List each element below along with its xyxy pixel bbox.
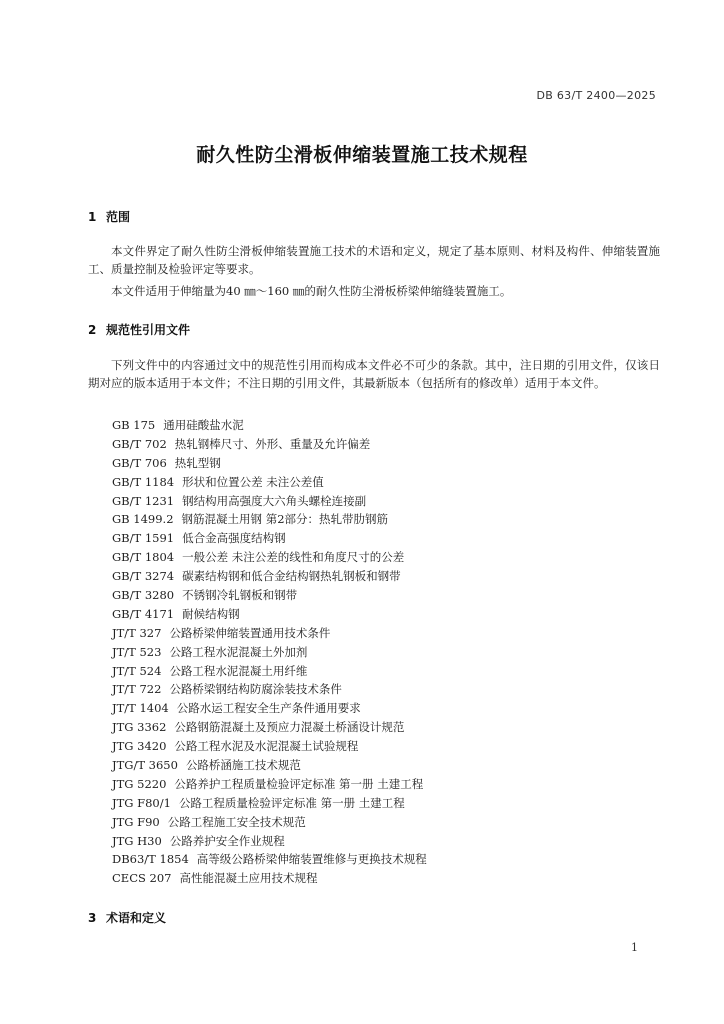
reference-item	[112, 832, 427, 851]
reference-code: GB/T 3274	[112, 569, 175, 584]
reference-code: GB 175	[112, 418, 156, 432]
reference-code: GB/T 1591	[112, 531, 175, 546]
section-1-heading	[88, 208, 130, 225]
reference-item	[112, 850, 427, 869]
reference-code: JTG/T 3650	[112, 758, 178, 773]
reference-title: 公路水运工程安全生产条件通用要求	[176, 701, 361, 716]
section-title: 规范性引用文件	[106, 323, 191, 337]
section-title: 术语和定义	[106, 911, 167, 925]
reference-item	[112, 435, 427, 454]
reference-code: JTG H30	[112, 833, 162, 848]
reference-title: 公路桥梁伸缩装置通用技术条件	[169, 625, 331, 640]
page-number: 1	[631, 941, 638, 954]
reference-code: GB/T 706	[112, 455, 167, 470]
reference-code: GB/T 1804	[112, 550, 175, 565]
reference-code: CECS 207	[112, 871, 172, 886]
reference-code: JT/T 524	[112, 663, 162, 678]
reference-code: JTG 3362	[112, 720, 167, 735]
reference-title: 一般公差 未注公差的线性和角度尺寸的公差	[182, 550, 405, 565]
reference-code: JT/T 523	[112, 644, 162, 659]
reference-title: 公路工程质量检验评定标准 第一册 土建工程	[178, 795, 405, 810]
reference-item	[112, 529, 427, 548]
reference-title: 钢结构用高强度大六角头螺栓连接副	[182, 493, 367, 508]
document-title: 耐久性防尘滑板伸缩装置施工技术规程	[196, 144, 528, 166]
reference-item	[112, 699, 427, 718]
reference-title: 热轧钢棒尺寸、外形、重量及允许偏差	[174, 436, 371, 451]
reference-item	[112, 775, 427, 794]
reference-code: GB/T 1231	[112, 493, 175, 508]
reference-title: 形状和位置公差 未注公差值	[182, 474, 324, 489]
reference-title: 钢筋混凝土用钢 第2部分：热轧带肋钢筋	[181, 512, 389, 527]
reference-title: 公路工程水泥混凝土用纤维	[169, 663, 308, 678]
standard-code: DB 63/T 2400—2025	[536, 89, 656, 102]
reference-item	[112, 605, 427, 624]
reference-title: 低合金高强度结构钢	[182, 531, 286, 546]
reference-item	[112, 492, 427, 511]
reference-item	[112, 662, 427, 681]
section-number: 1	[88, 210, 97, 224]
reference-title: 公路桥梁钢结构防腐涂装技术条件	[169, 682, 342, 697]
reference-code: GB/T 3280	[112, 588, 175, 603]
reference-code: DB63/T 1854	[112, 852, 189, 867]
reference-item	[112, 680, 427, 699]
reference-item	[112, 548, 427, 567]
reference-title: 公路养护安全作业规程	[169, 833, 285, 848]
reference-list	[112, 416, 427, 888]
scope-paragraph-1: 本文件界定了耐久性防尘滑板伸缩装置施工技术的术语和定义，规定了基本原则、材料及构件、伸缩装置施工、质量控制及检验评定等要求。	[88, 244, 660, 276]
reference-item	[112, 510, 427, 529]
reference-title: 公路桥涵施工技术规范	[185, 758, 301, 773]
reference-title: 通用硅酸盐水泥	[163, 418, 244, 432]
reference-code: GB/T 702	[112, 436, 167, 451]
reference-item	[112, 718, 427, 737]
reference-code: JT/T 722	[112, 682, 162, 697]
section-3-heading	[88, 909, 166, 926]
section-title: 范围	[106, 210, 131, 224]
reference-title: 热轧型钢	[174, 455, 221, 470]
reference-title: 公路钢筋混凝土及预应力混凝土桥涵设计规范	[174, 720, 405, 735]
reference-item	[112, 586, 427, 605]
reference-title: 高性能混凝土应用技术规程	[179, 871, 318, 886]
reference-title: 公路工程水泥混凝土外加剂	[169, 644, 308, 659]
reference-code: GB 1499.2	[112, 512, 174, 527]
reference-item	[112, 643, 427, 662]
reference-title: 公路工程水泥及水泥混凝土试验规程	[174, 739, 359, 754]
reference-item	[112, 813, 427, 832]
reference-code: JTG F90	[112, 814, 160, 829]
reference-item	[112, 624, 427, 643]
reference-code: GB/T 1184	[112, 474, 175, 489]
reference-title: 公路工程施工安全技术规范	[167, 814, 306, 829]
reference-item	[112, 454, 427, 473]
reference-code: JTG F80/1	[112, 795, 171, 810]
section-number: 2	[88, 323, 97, 337]
reference-item	[112, 869, 427, 888]
reference-item	[112, 756, 427, 775]
section-number: 3	[88, 911, 97, 925]
reference-item	[112, 794, 427, 813]
reference-code: JT/T 327	[112, 625, 162, 640]
normative-references-intro: 下列文件中的内容通过文中的规范性引用而构成本文件必不可少的条款。其中，注日期的引用文件，仅该日期对应的版本适用于本文件；不注日期的引用文件，其最新版本（包括所有的修改单）适用于本文件。	[88, 358, 660, 390]
reference-code: JTG 5220	[112, 776, 167, 791]
reference-code: GB/T 4171	[112, 606, 175, 621]
reference-item	[112, 737, 427, 756]
reference-code: JT/T 1404	[112, 701, 169, 716]
reference-item	[112, 567, 427, 586]
reference-item	[112, 473, 427, 492]
section-2-heading	[88, 321, 190, 338]
reference-title: 碳素结构钢和低合金结构钢热轧钢板和钢带	[182, 569, 401, 584]
scope-paragraph-2: 本文件适用于伸缩量为40 ㎜～160 ㎜的耐久性防尘滑板桥梁伸缩缝装置施工。	[111, 284, 512, 298]
reference-code: JTG 3420	[112, 739, 167, 754]
reference-item	[112, 416, 427, 435]
reference-title: 高等级公路桥梁伸缩装置维修与更换技术规程	[196, 852, 427, 867]
reference-title: 公路养护工程质量检验评定标准 第一册 土建工程	[174, 776, 424, 791]
reference-title: 不锈钢冷轧钢板和钢带	[182, 588, 298, 603]
reference-title: 耐候结构钢	[182, 606, 240, 621]
